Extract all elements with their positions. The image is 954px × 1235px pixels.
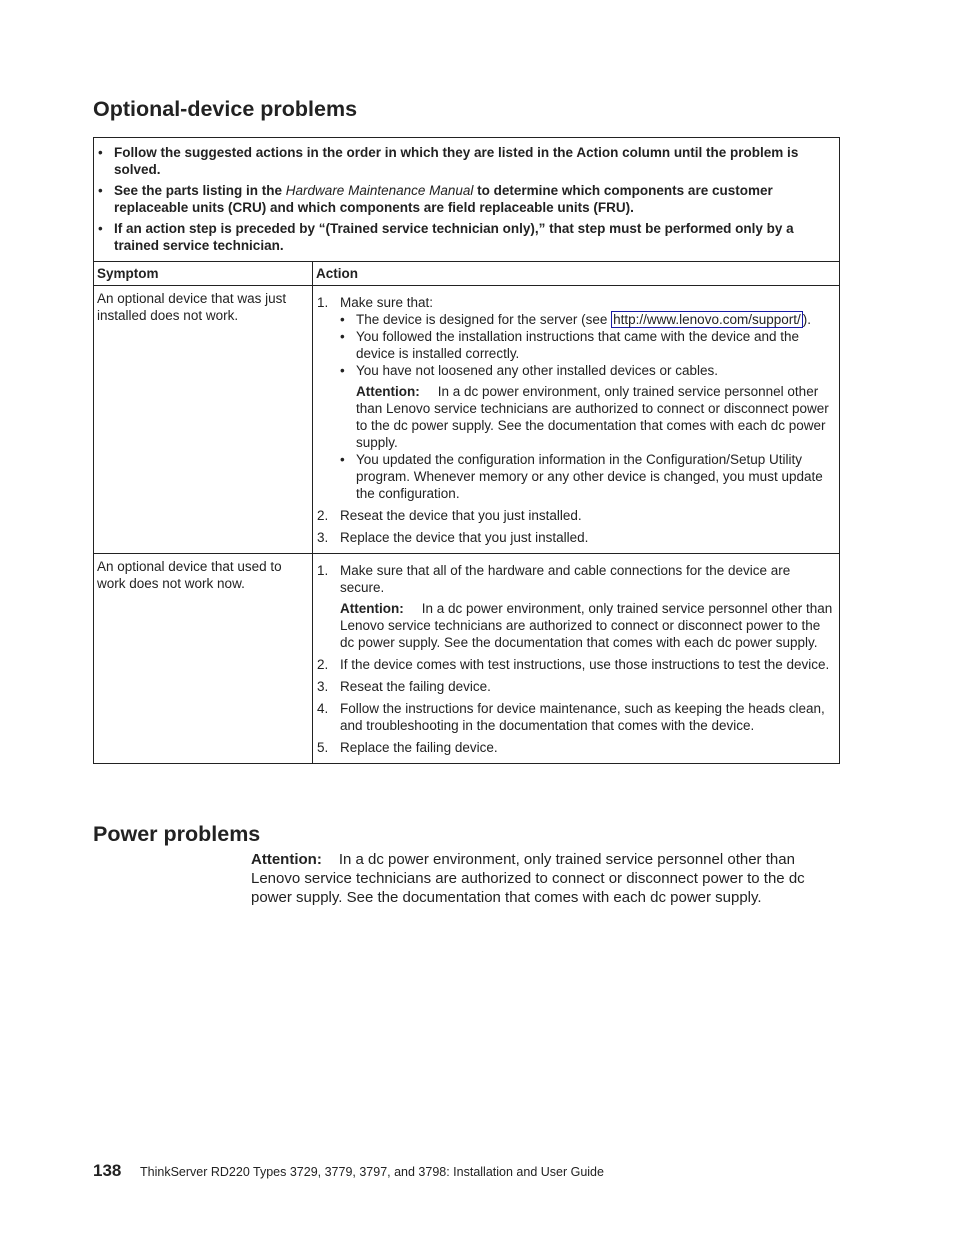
- bullet-text-pre: The device is designed for the server (see: [356, 312, 612, 327]
- section-title-optional-device: Optional-device problems: [93, 97, 358, 121]
- header-symptom: Symptom: [94, 262, 313, 286]
- note-text: Follow the suggested actions in the order in which they are listed in the Action column until the problem is solved.: [114, 145, 799, 177]
- step-text: Replace the failing device.: [340, 740, 498, 755]
- bullet-glyph: •: [340, 452, 345, 467]
- step-bullet: [340, 311, 836, 328]
- symptom-cell: [94, 554, 313, 764]
- symptom-cell: [94, 286, 313, 554]
- note-text-pre: See the parts listing in the: [114, 183, 286, 198]
- bullet-text: You followed the installation instructions that came with the device and the device is installed correctly.: [356, 329, 800, 361]
- bullet-glyph: •: [98, 183, 103, 198]
- attention-note: [340, 600, 836, 651]
- note-item: [98, 220, 833, 254]
- step-text: If the device comes with test instructions, use those instructions to test the device.: [340, 657, 830, 672]
- action-step: [317, 294, 836, 502]
- attention-note: [356, 383, 836, 451]
- action-step: [317, 562, 836, 651]
- step-bullet: [340, 451, 836, 502]
- action-step: [317, 656, 836, 673]
- table-row: [94, 554, 839, 764]
- note-item: [98, 182, 833, 216]
- step-bullet: [340, 328, 836, 362]
- notes-list: [94, 138, 839, 261]
- action-step: [317, 739, 836, 756]
- step-text: Replace the device that you just installed.: [340, 530, 589, 545]
- step-number: 3.: [317, 530, 329, 545]
- bullet-glyph: •: [98, 145, 103, 160]
- action-cell: [313, 286, 840, 554]
- bullet-glyph: •: [98, 221, 103, 236]
- step-bullets: [340, 311, 836, 379]
- bullet-glyph: •: [340, 329, 345, 344]
- step-number: 2.: [317, 508, 329, 523]
- step-number: 2.: [317, 657, 329, 672]
- attention-text: In a dc power environment, only trained service personnel other than Lenovo service technicians are authorized to connect or disconnect power to the dc power supply. See the documentation that comes with each dc power supply.: [356, 384, 829, 450]
- step-bullets: [340, 451, 836, 502]
- table-header-row: [94, 262, 839, 286]
- step-text: Make sure that all of the hardware and cable connections for the device are secure.: [340, 563, 791, 595]
- step-number: 1.: [317, 295, 329, 310]
- attention-label: Attention:: [251, 851, 322, 868]
- note-text-post: to determine which components are customer replaceable units (CRU) and which components are field replaceable units (FRU).: [114, 183, 773, 215]
- step-text: Follow the instructions for device maintenance, such as keeping the heads clean, and troubleshooting in the documentation that comes with the device.: [340, 701, 825, 733]
- note-text: If an action step is preceded by “(Trained service technician only),” that step must be performed only by a trained service technician.: [114, 221, 794, 253]
- step-number: 5.: [317, 740, 329, 755]
- attention-text: In a dc power environment, only trained service personnel other than Lenovo service technicians are authorized to connect or disconnect power to the dc power supply. See the documentation that comes with each dc power supply.: [251, 851, 805, 907]
- bullet-text: You have not loosened any other installed devices or cables.: [356, 363, 718, 378]
- bullet-text: You updated the configuration information in the Configuration/Setup Utility program. Whenever memory or any other device is changed, you must update the configuration.: [356, 452, 823, 501]
- manual-title: Hardware Maintenance Manual: [285, 183, 474, 198]
- symptom-text: An optional device that used to work does not work now.: [97, 559, 282, 591]
- bullet-glyph: •: [340, 312, 345, 327]
- symptom-text: An optional device that was just installed does not work.: [97, 291, 287, 323]
- action-cell: [313, 554, 840, 764]
- step-number: 1.: [317, 563, 329, 578]
- action-steps: [317, 294, 836, 546]
- symptom-action-table: [94, 261, 839, 763]
- document-title: ThinkServer RD220 Types 3729, 3779, 3797, and 3798: Installation and User Guide: [140, 1165, 604, 1179]
- step-text: Reseat the device that you just installed.: [340, 508, 582, 523]
- header-action: Action: [313, 262, 840, 286]
- page-number: 138: [93, 1161, 122, 1180]
- bullet-glyph: •: [340, 363, 345, 378]
- note-item: [98, 144, 833, 178]
- action-step: [317, 507, 836, 524]
- section-title-power: Power problems: [93, 822, 261, 846]
- attention-label: Attention:: [356, 384, 420, 399]
- step-number: 3.: [317, 679, 329, 694]
- power-attention-note: [251, 850, 843, 908]
- action-steps: [317, 562, 836, 756]
- step-text: Make sure that:: [340, 295, 434, 310]
- step-bullet: [340, 362, 836, 379]
- action-step: [317, 678, 836, 695]
- attention-label: Attention:: [340, 601, 404, 616]
- action-step: [317, 700, 836, 734]
- action-step: [317, 529, 836, 546]
- bullet-text-post: ).: [802, 312, 811, 327]
- step-number: 4.: [317, 701, 329, 716]
- step-text: Reseat the failing device.: [340, 679, 491, 694]
- table-row: [94, 286, 839, 554]
- optional-device-table-box: [93, 137, 840, 764]
- support-link[interactable]: http://www.lenovo.com/support/: [613, 312, 801, 327]
- attention-text: In a dc power environment, only trained service personnel other than Lenovo service technicians are authorized to connect or disconnect power to the dc power supply. See the documentation that comes with each dc power supply.: [340, 601, 833, 650]
